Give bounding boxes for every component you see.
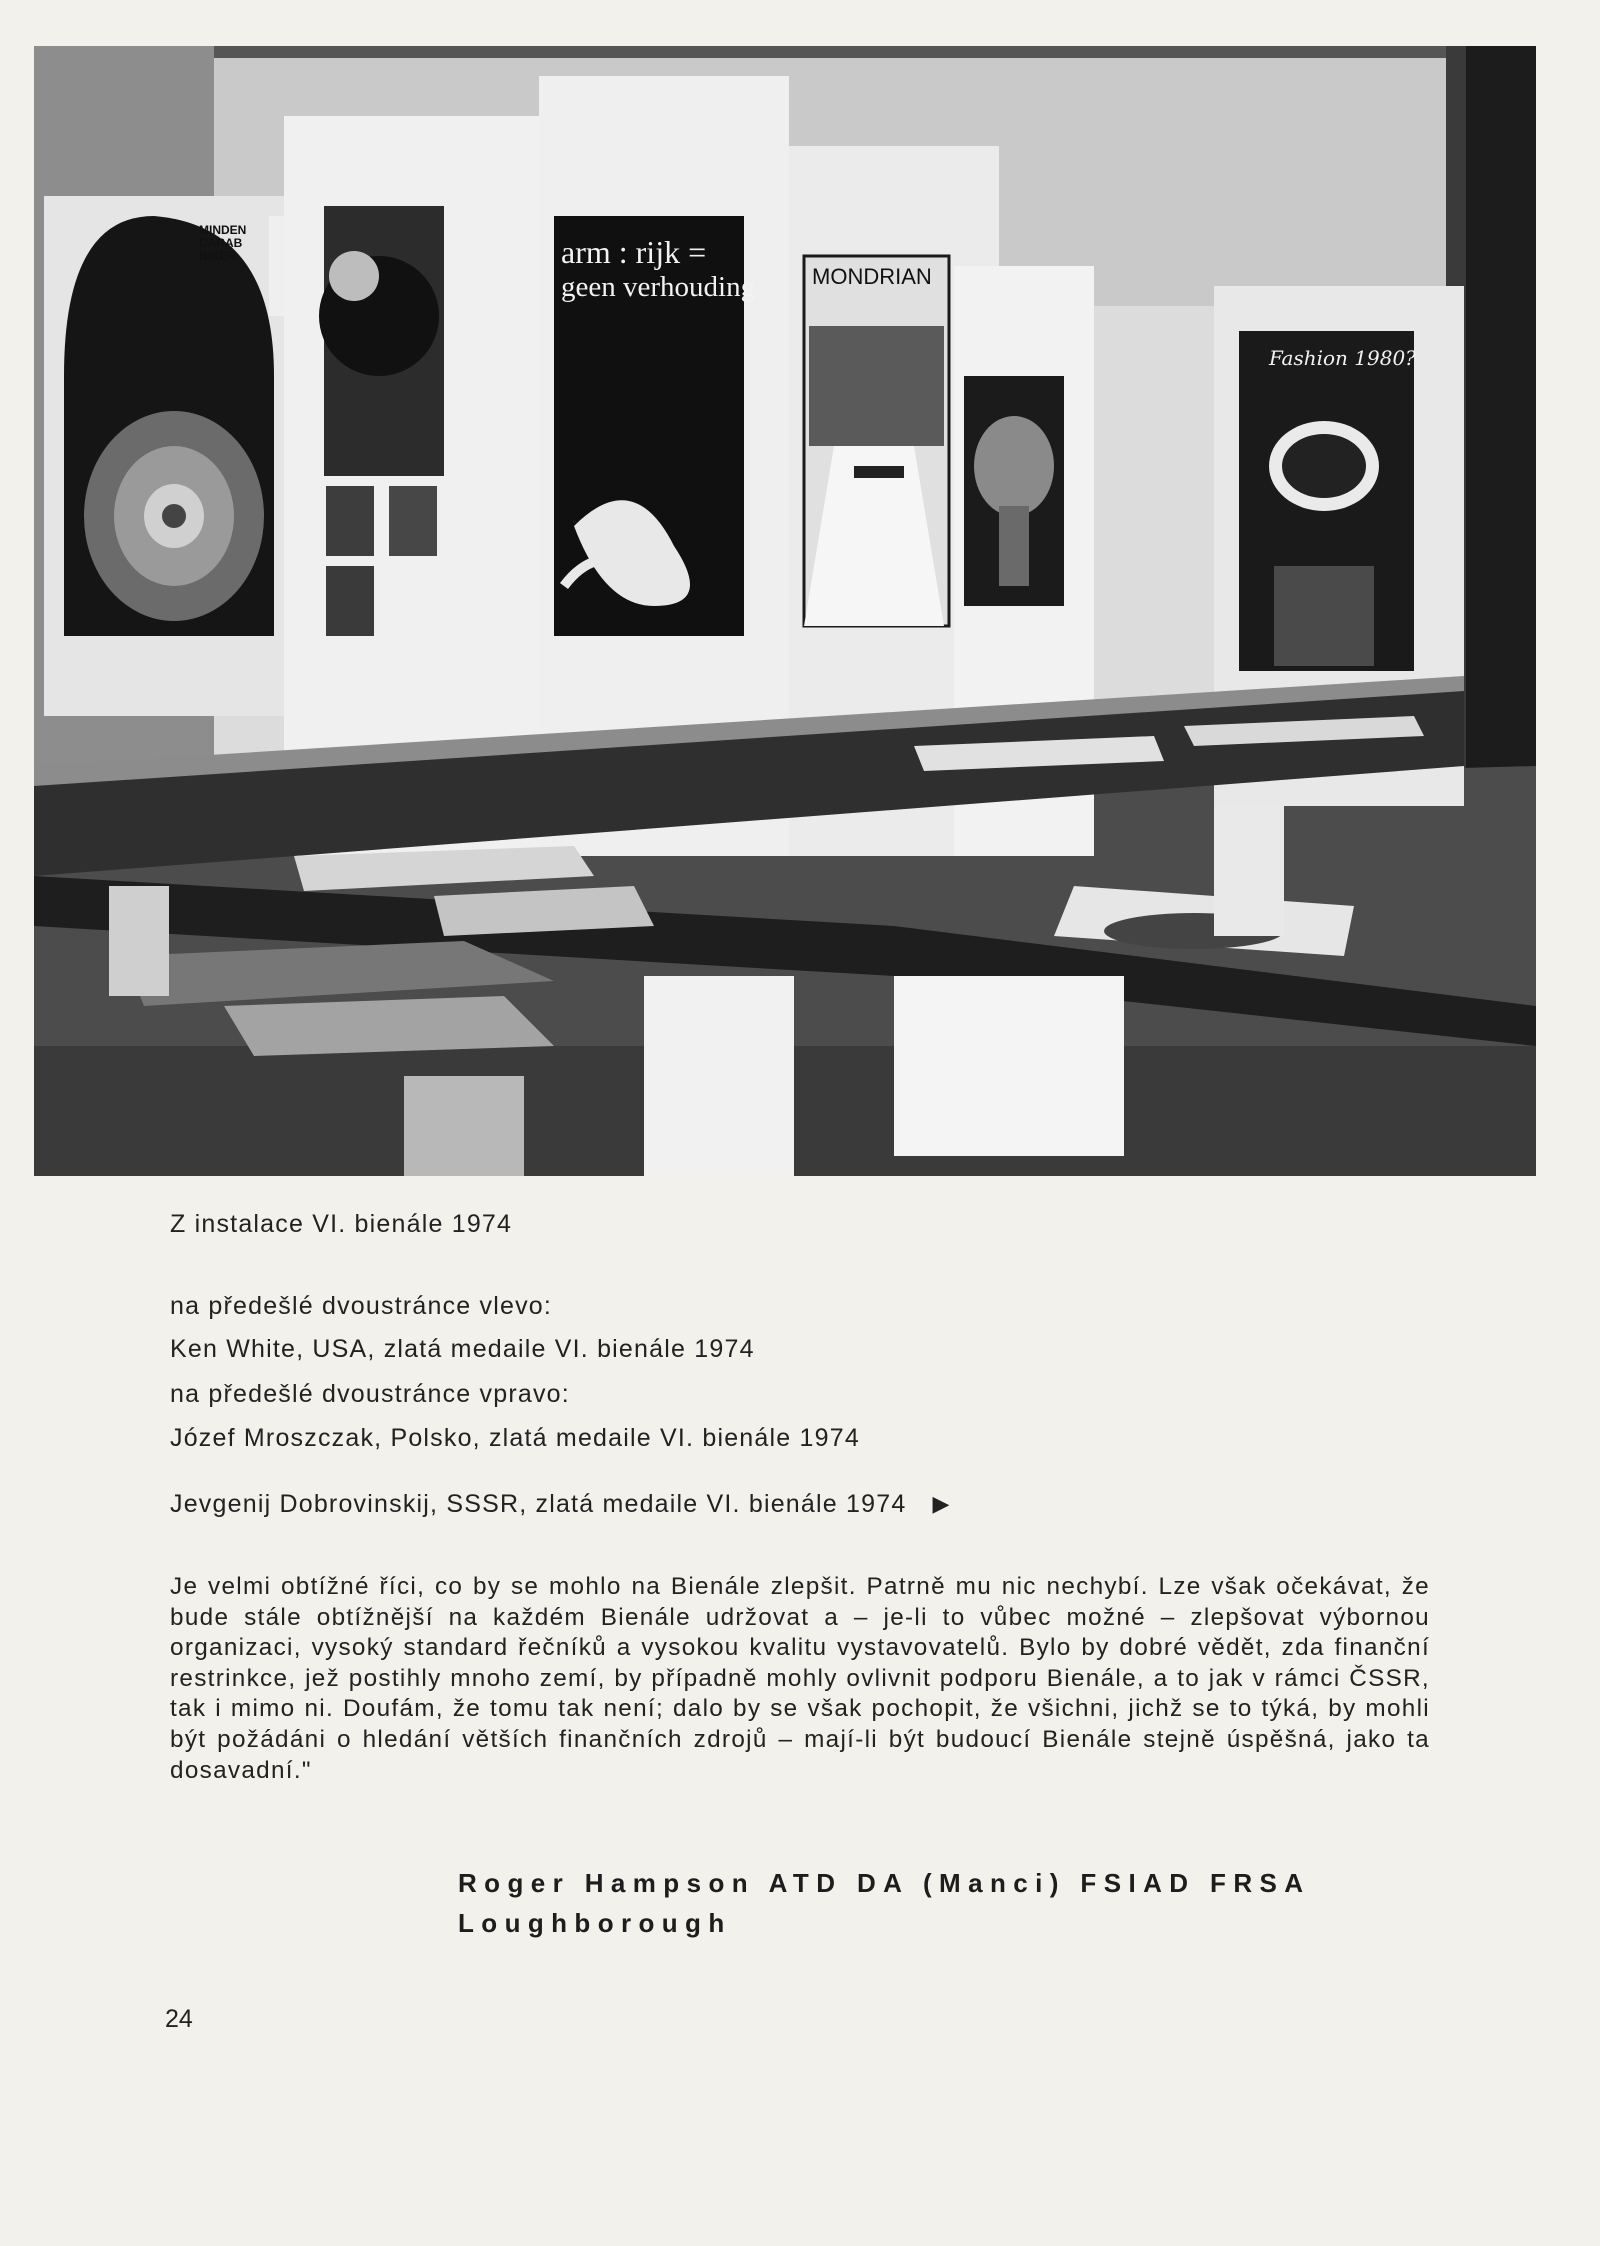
caption-right-label: na předešlé dvoustránce vpravo: bbox=[170, 1380, 570, 1408]
poster-armrijk-text-1: arm : rijk = bbox=[561, 234, 707, 270]
signature-name: Roger Hampson ATD DA (Manci) FSIAD FRSA bbox=[458, 1868, 1311, 1898]
caption-next bbox=[170, 1490, 951, 1519]
exhibition-photo bbox=[34, 46, 1536, 1176]
poster-armrijk-text-2: geen verhouding bbox=[561, 271, 756, 303]
poster-minden-text: MINDEN DARAB BIKER bbox=[199, 223, 247, 263]
caption-right-value: Józef Mroszczak, Polsko, zlatá medaile VI. bienále 1974 bbox=[170, 1424, 860, 1452]
poster-fashion-text: Fashion 1980? bbox=[1269, 346, 1416, 370]
caption-left-value: Ken White, USA, zlatá medaile VI. bienále 1974 bbox=[170, 1335, 755, 1363]
arrow-right-icon: ▶ bbox=[932, 1491, 951, 1516]
caption-left-label: na předešlé dvoustránce vlevo: bbox=[170, 1292, 553, 1320]
page-number: 24 bbox=[165, 2005, 193, 2033]
poster-mondrian-text: MONDRIAN bbox=[812, 264, 932, 289]
signature-place: Loughborough bbox=[458, 1908, 732, 1938]
caption-next-text: Jevgenij Dobrovinskij, SSSR, zlatá medaile VI. bienále 1974 bbox=[170, 1490, 907, 1518]
caption-installation: Z instalace VI. bienále 1974 bbox=[170, 1210, 513, 1238]
exhibition-photo-drawing bbox=[34, 46, 1536, 1176]
body-paragraph: Je velmi obtížné říci, co by se mohlo na Bienále zlepšit. Patrně mu nic nechybí. Lze však očekávat, že bude stále obtížnější na každém Bienále udržovat a – je-li to vůbec možné – zlepšovat výbornou organizaci, vysoký standard řečníků a vysokou kvalitu vystavovatelů. Bylo by dobré vědět, zda finanční restrinkce, jež postihly mnoho zemí, by případně mohly ovlivnit podporu Bienále, a to jak v rámci ČSSR, tak i mimo ni. Doufám, že tomu tak není; dalo by se však pochopit, že všichni, jichž se to týká, by mohli být požádáni o hledání větších finančních zdrojů – mají-li být budoucí Bienále stejně úspěšná, jako ta dosavadní." bbox=[170, 1573, 1430, 1784]
